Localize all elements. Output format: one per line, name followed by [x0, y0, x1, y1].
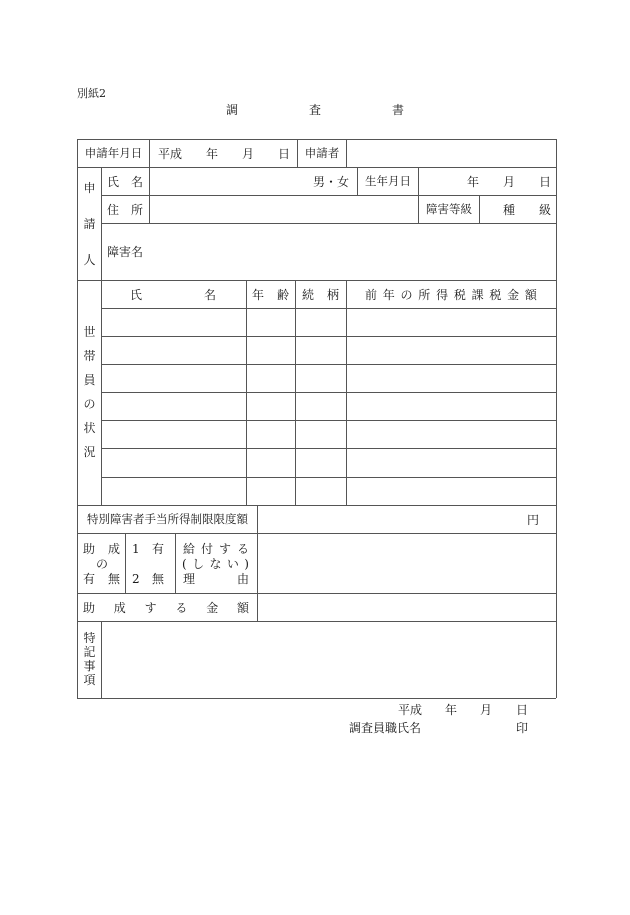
investigator-name-field[interactable]	[425, 718, 513, 736]
household-row[interactable]	[102, 449, 555, 477]
household-relation-header: 続 柄	[302, 288, 339, 302]
household-section-label: 世 帯 員 の 状 況	[83, 325, 96, 459]
attachment-label: 別紙2	[77, 87, 106, 100]
birthdate-label: 生年月日	[365, 173, 411, 188]
household-age-header: 年 齢	[252, 288, 289, 302]
subsidy-reason-field[interactable]	[258, 534, 555, 593]
household-row[interactable]	[102, 309, 555, 336]
household-row[interactable]	[102, 393, 555, 420]
income-limit-field[interactable]	[258, 506, 528, 533]
household-row[interactable]	[102, 337, 555, 364]
applicant-section-label: 申 請 人	[83, 181, 96, 267]
subsidy-option-yes[interactable]: 1 有	[132, 542, 164, 556]
name-label: 氏 名	[107, 175, 144, 189]
footer-month-label: 月	[480, 703, 493, 717]
seal-label: 印	[516, 721, 529, 735]
special-notes-label: 特 記 事 項	[83, 631, 96, 687]
application-day-label: 日	[278, 147, 291, 161]
application-date-label: 申請年月日	[84, 145, 143, 160]
applicant-label: 申請者	[304, 145, 340, 160]
household-row[interactable]	[102, 365, 555, 392]
income-limit-unit: 円	[527, 513, 540, 527]
address-label: 住 所	[107, 203, 144, 217]
footer-era: 平成	[398, 703, 423, 717]
birth-day-label: 日	[539, 175, 552, 189]
gender-option[interactable]: 男・女	[313, 175, 350, 189]
investigator-label: 調査員職氏名	[349, 721, 422, 735]
grade-level-label: 級	[539, 203, 552, 217]
address-field[interactable]	[150, 196, 417, 223]
applicant-fullname-field[interactable]	[150, 168, 310, 195]
subsidy-amount-field[interactable]	[258, 594, 555, 621]
birth-month-label: 月	[503, 175, 516, 189]
title-char-1: 調	[226, 103, 239, 117]
birth-year-label: 年	[467, 175, 480, 189]
disability-name-field[interactable]	[150, 224, 555, 279]
application-year-label: 年	[206, 147, 219, 161]
household-row[interactable]	[102, 421, 555, 448]
grade-kind-label: 種	[503, 203, 516, 217]
household-row[interactable]	[102, 478, 555, 505]
applicant-name-field[interactable]	[347, 140, 556, 167]
household-income-tax-header: 前 年 の 所 得 税 課 税 金 額	[365, 288, 537, 302]
title-char-3: 書	[392, 103, 405, 117]
household-name-header: 氏 名	[130, 288, 216, 302]
subsidy-option-no[interactable]: 2 無	[132, 572, 164, 586]
title-char-2: 査	[309, 103, 322, 117]
disability-name-label: 障害名	[107, 245, 144, 259]
income-limit-label: 特別障害者手当所得制限限度額	[87, 511, 248, 526]
subsidy-amount-label: 助 成 す る 金 額	[83, 601, 249, 615]
application-month-label: 月	[242, 147, 255, 161]
footer-year-label: 年	[445, 703, 458, 717]
footer-day-label: 日	[516, 703, 529, 717]
special-notes-field[interactable]	[102, 622, 555, 697]
application-era: 平成	[158, 147, 183, 161]
disability-grade-label: 障害等級	[426, 201, 472, 216]
